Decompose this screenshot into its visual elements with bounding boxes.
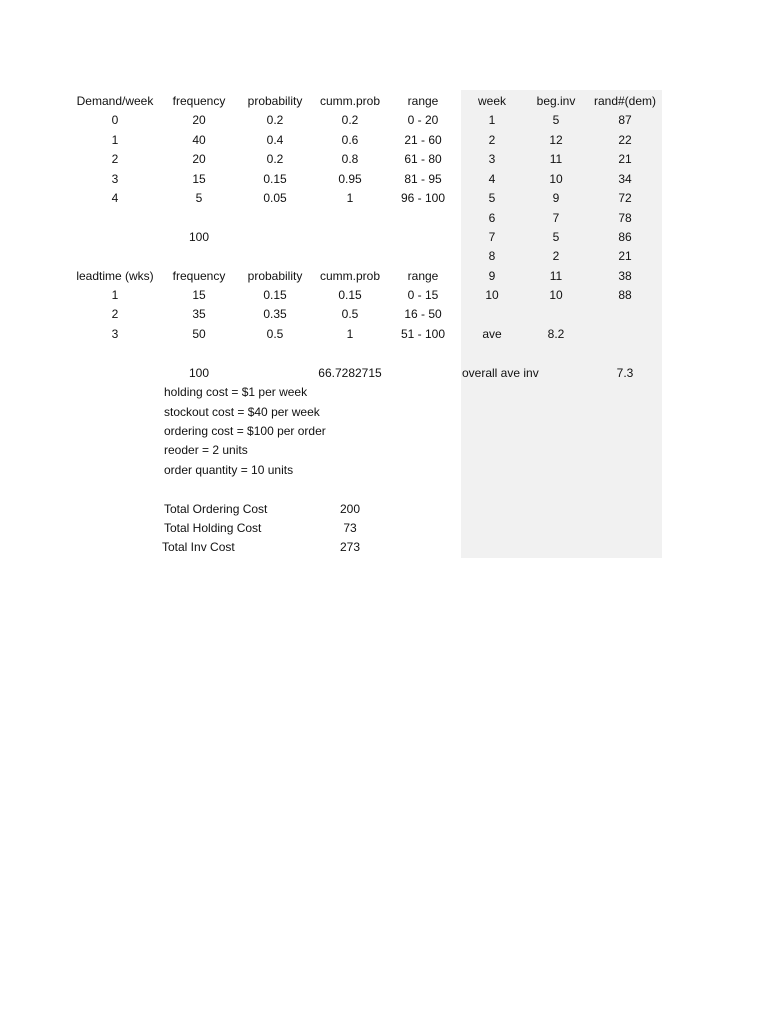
table-cell: 61 - 80 [404, 152, 442, 166]
table-cell: 0.5 [266, 327, 284, 341]
table-cell: 0.15 [338, 288, 362, 302]
table-cell: 87 [618, 113, 632, 127]
table-cell: 2 [488, 133, 496, 147]
leadtime-header-leadtime: leadtime (wks) [76, 269, 154, 283]
leadtime-header-range: range [407, 269, 439, 283]
table-cell: 72 [618, 191, 632, 205]
total-inv-label: Total Inv Cost [162, 540, 235, 554]
table-cell: 50 [192, 327, 206, 341]
table-cell: 0.2 [266, 113, 284, 127]
table-cell: 9 [488, 269, 496, 283]
leadtime-total-extra: 66.7282715 [318, 366, 382, 380]
total-holding-label: Total Holding Cost [164, 521, 262, 535]
leadtime-total-frequency: 100 [188, 366, 210, 380]
leadtime-header-probability: probability [247, 269, 303, 283]
table-cell: 5 [488, 191, 496, 205]
demand-header-cumprob: cumm.prob [319, 94, 381, 108]
table-cell: 0.2 [341, 113, 359, 127]
table-cell: 5 [195, 191, 203, 205]
table-cell: 22 [618, 133, 632, 147]
table-cell: 88 [618, 288, 632, 302]
table-cell: 7 [552, 211, 560, 225]
demand-header-demand: Demand/week [76, 94, 154, 108]
table-cell: 35 [192, 307, 206, 321]
table-cell: 10 [485, 288, 499, 302]
demand-header-probability: probability [247, 94, 303, 108]
table-cell: 1 [346, 191, 354, 205]
table-cell: 15 [192, 288, 206, 302]
table-cell: 78 [618, 211, 632, 225]
table-cell: 2 [111, 152, 119, 166]
overall-ave-inv-value: 7.3 [616, 366, 634, 380]
table-cell: 9 [552, 191, 560, 205]
table-cell: 21 [618, 152, 632, 166]
demand-header-range: range [407, 94, 439, 108]
leadtime-header-frequency: frequency [172, 269, 226, 283]
table-cell: 2 [111, 307, 119, 321]
sim-ave-value: 8.2 [547, 327, 565, 341]
ordering-cost-text: ordering cost = $100 per order [164, 424, 326, 438]
table-cell: 8 [488, 249, 496, 263]
table-cell: 21 - 60 [404, 133, 442, 147]
table-cell: 1 [488, 113, 496, 127]
table-cell: 0 - 20 [407, 113, 439, 127]
table-cell: 5 [552, 113, 560, 127]
table-cell: 3 [111, 172, 119, 186]
table-cell: 0.15 [263, 172, 287, 186]
table-cell: 96 - 100 [400, 191, 446, 205]
sim-header-beg-inv: beg.inv [536, 94, 576, 108]
table-cell: 21 [618, 249, 632, 263]
table-cell: 5 [552, 230, 560, 244]
table-cell: 1 [111, 133, 119, 147]
sim-header-week: week [477, 94, 507, 108]
table-cell: 4 [111, 191, 119, 205]
reorder-point-text: reoder = 2 units [164, 443, 248, 457]
overall-ave-inv-label: overall ave inv [462, 366, 539, 380]
table-cell: 3 [111, 327, 119, 341]
table-cell: 6 [488, 211, 496, 225]
table-cell: 0.15 [263, 288, 287, 302]
total-ordering-label: Total Ordering Cost [164, 502, 268, 516]
table-cell: 16 - 50 [404, 307, 442, 321]
table-cell: 0 [111, 113, 119, 127]
table-cell: 0.95 [338, 172, 362, 186]
total-ordering-value: 200 [339, 502, 361, 516]
stockout-cost-text: stockout cost = $40 per week [164, 405, 320, 419]
total-inv-value: 273 [339, 540, 361, 554]
order-quantity-text: order quantity = 10 units [164, 463, 294, 477]
table-cell: 10 [549, 172, 563, 186]
table-cell: 7 [488, 230, 496, 244]
table-cell: 12 [549, 133, 563, 147]
table-cell: 2 [552, 249, 560, 263]
table-cell: 0.2 [266, 152, 284, 166]
table-cell: 51 - 100 [400, 327, 446, 341]
table-cell: 1 [111, 288, 119, 302]
table-cell: 86 [618, 230, 632, 244]
table-cell: 4 [488, 172, 496, 186]
table-cell: 11 [549, 152, 563, 166]
table-cell: 81 - 95 [404, 172, 442, 186]
demand-header-frequency: frequency [172, 94, 226, 108]
table-cell: 0 - 15 [407, 288, 439, 302]
sim-header-rand-dem: rand#(dem) [593, 94, 657, 108]
table-cell: 0.35 [263, 307, 287, 321]
table-cell: 20 [192, 152, 206, 166]
table-cell: 0.4 [266, 133, 284, 147]
table-cell: 3 [488, 152, 496, 166]
sim-ave-label: ave [482, 327, 502, 341]
table-cell: 15 [192, 172, 206, 186]
table-cell: 0.6 [341, 133, 359, 147]
table-cell: 0.5 [341, 307, 359, 321]
table-cell: 1 [346, 327, 354, 341]
table-cell: 40 [192, 133, 206, 147]
table-cell: 20 [192, 113, 206, 127]
table-cell: 10 [549, 288, 563, 302]
total-holding-value: 73 [343, 521, 357, 535]
table-cell: 38 [618, 269, 632, 283]
table-cell: 0.8 [341, 152, 359, 166]
holding-cost-text: holding cost = $1 per week [164, 385, 308, 399]
table-cell: 34 [618, 172, 632, 186]
leadtime-header-cumprob: cumm.prob [319, 269, 381, 283]
table-cell: 11 [549, 269, 563, 283]
demand-total-frequency: 100 [188, 230, 210, 244]
table-cell: 0.05 [263, 191, 287, 205]
